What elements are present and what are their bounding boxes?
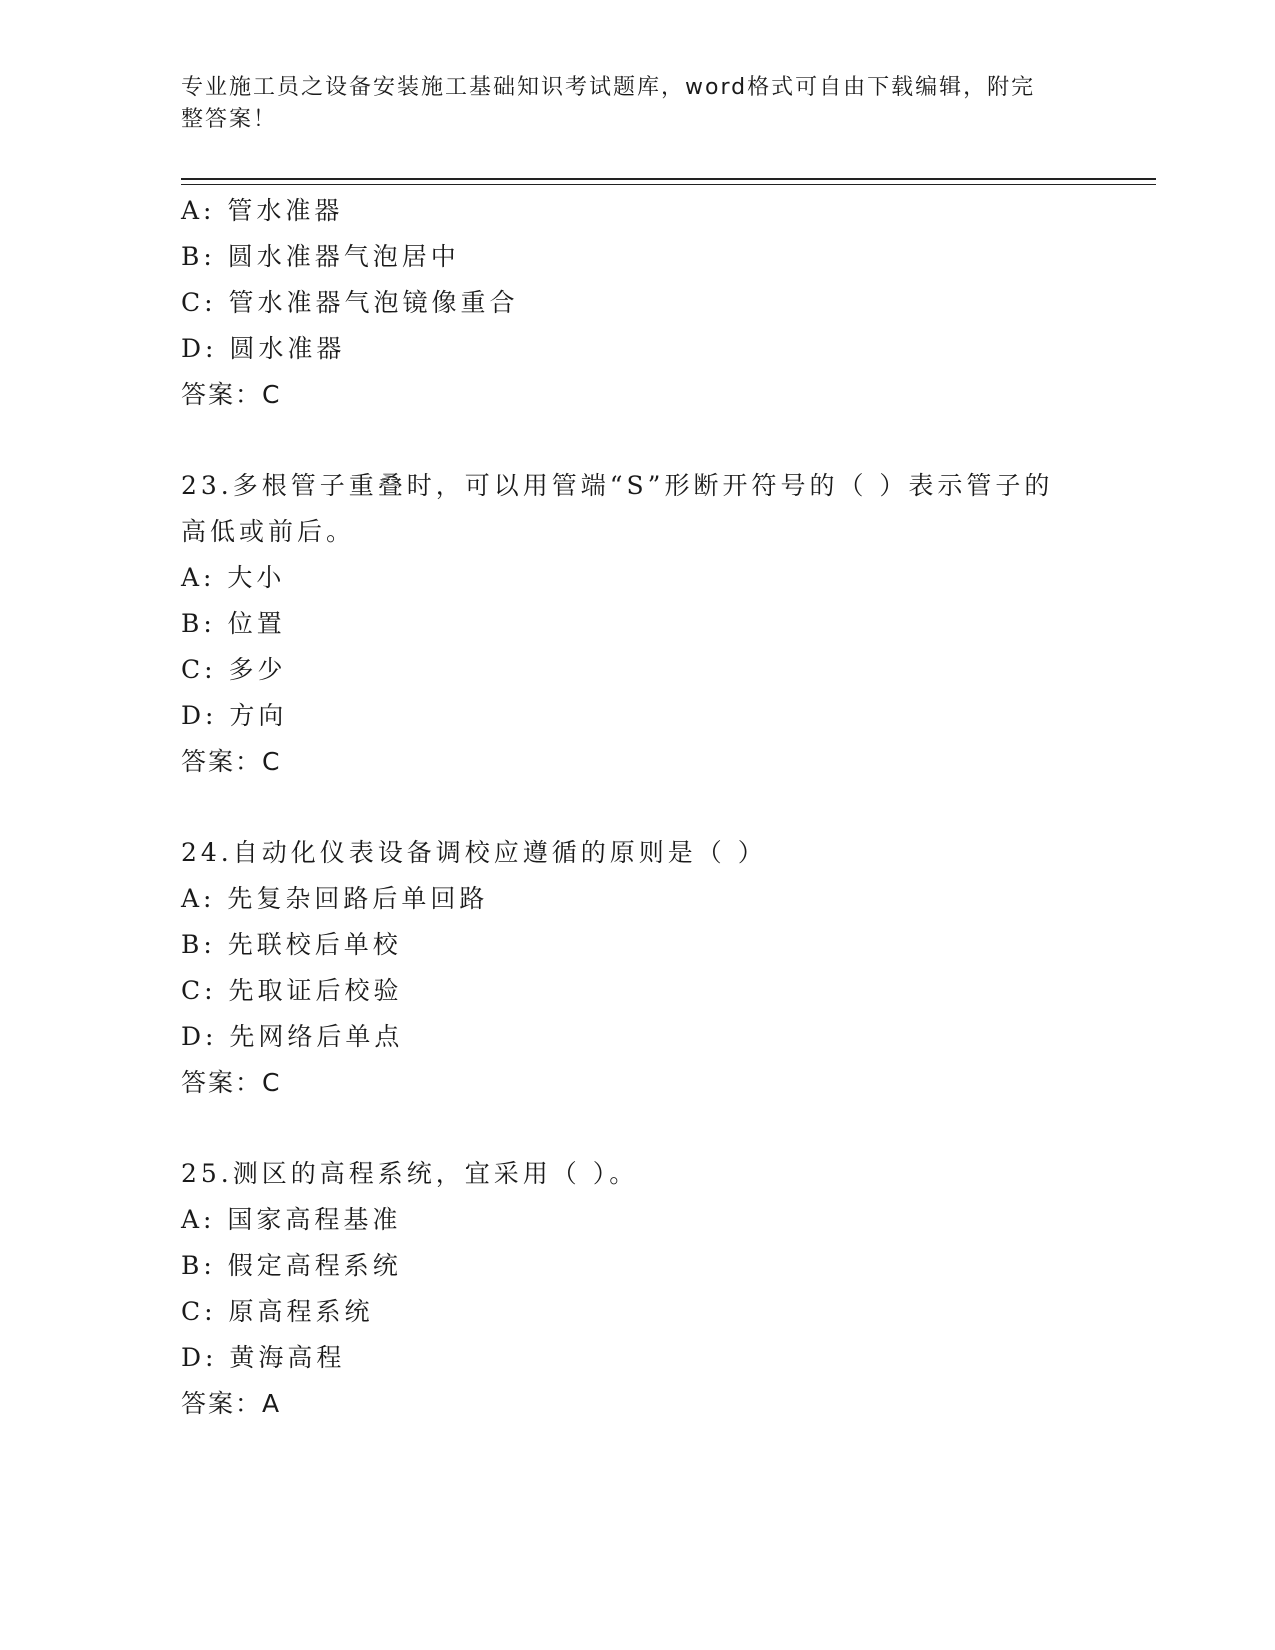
option-c: C: 管水准器气泡镜像重合 (181, 288, 519, 317)
option-a: A: 国家高程基准 (181, 1205, 402, 1234)
answer: 答案：C (181, 380, 282, 409)
header-rule-thin (181, 184, 1156, 185)
option-d: D: 先网络后单点 (181, 1022, 404, 1051)
question-23 (181, 463, 1081, 785)
answer: 答案：C (181, 747, 282, 776)
question-stem: 25.测区的高程系统，宜采用（ ）。 (181, 1159, 639, 1188)
option-a: A: 管水准器 (181, 196, 344, 225)
answer: 答案：A (181, 1389, 282, 1418)
option-b: B: 圆水准器气泡居中 (181, 242, 460, 271)
option-d: D: 黄海高程 (181, 1343, 346, 1372)
option-c: C: 先取证后校验 (181, 976, 403, 1005)
option-b: B: 假定高程系统 (181, 1251, 402, 1280)
header-rule-thick (181, 178, 1156, 180)
document-header: 专业施工员之设备安装施工基础知识考试题库，word格式可自由下载编辑，附完整答案！ (181, 75, 1036, 132)
option-c: C: 多少 (181, 655, 287, 684)
question-stem: 24.自动化仪表设备调校应遵循的原则是（ ） (181, 838, 767, 867)
option-b: B: 先联校后单校 (181, 930, 402, 959)
option-b: B: 位置 (181, 609, 286, 638)
answer: 答案：C (181, 1068, 282, 1097)
option-a: A: 先复杂回路后单回路 (181, 884, 489, 913)
question-25 (181, 1151, 1081, 1427)
question-stem: 23.多根管子重叠时，可以用管端“S”形断开符号的（ ）表示管子的高低或前后。 (181, 471, 1054, 546)
option-a: A: 大小 (181, 563, 286, 592)
question-22 (181, 188, 1081, 418)
option-d: D: 圆水准器 (181, 334, 346, 363)
question-24 (181, 830, 1081, 1106)
question-list (181, 188, 1081, 1472)
option-d: D: 方向 (181, 701, 288, 730)
option-c: C: 原高程系统 (181, 1297, 374, 1326)
